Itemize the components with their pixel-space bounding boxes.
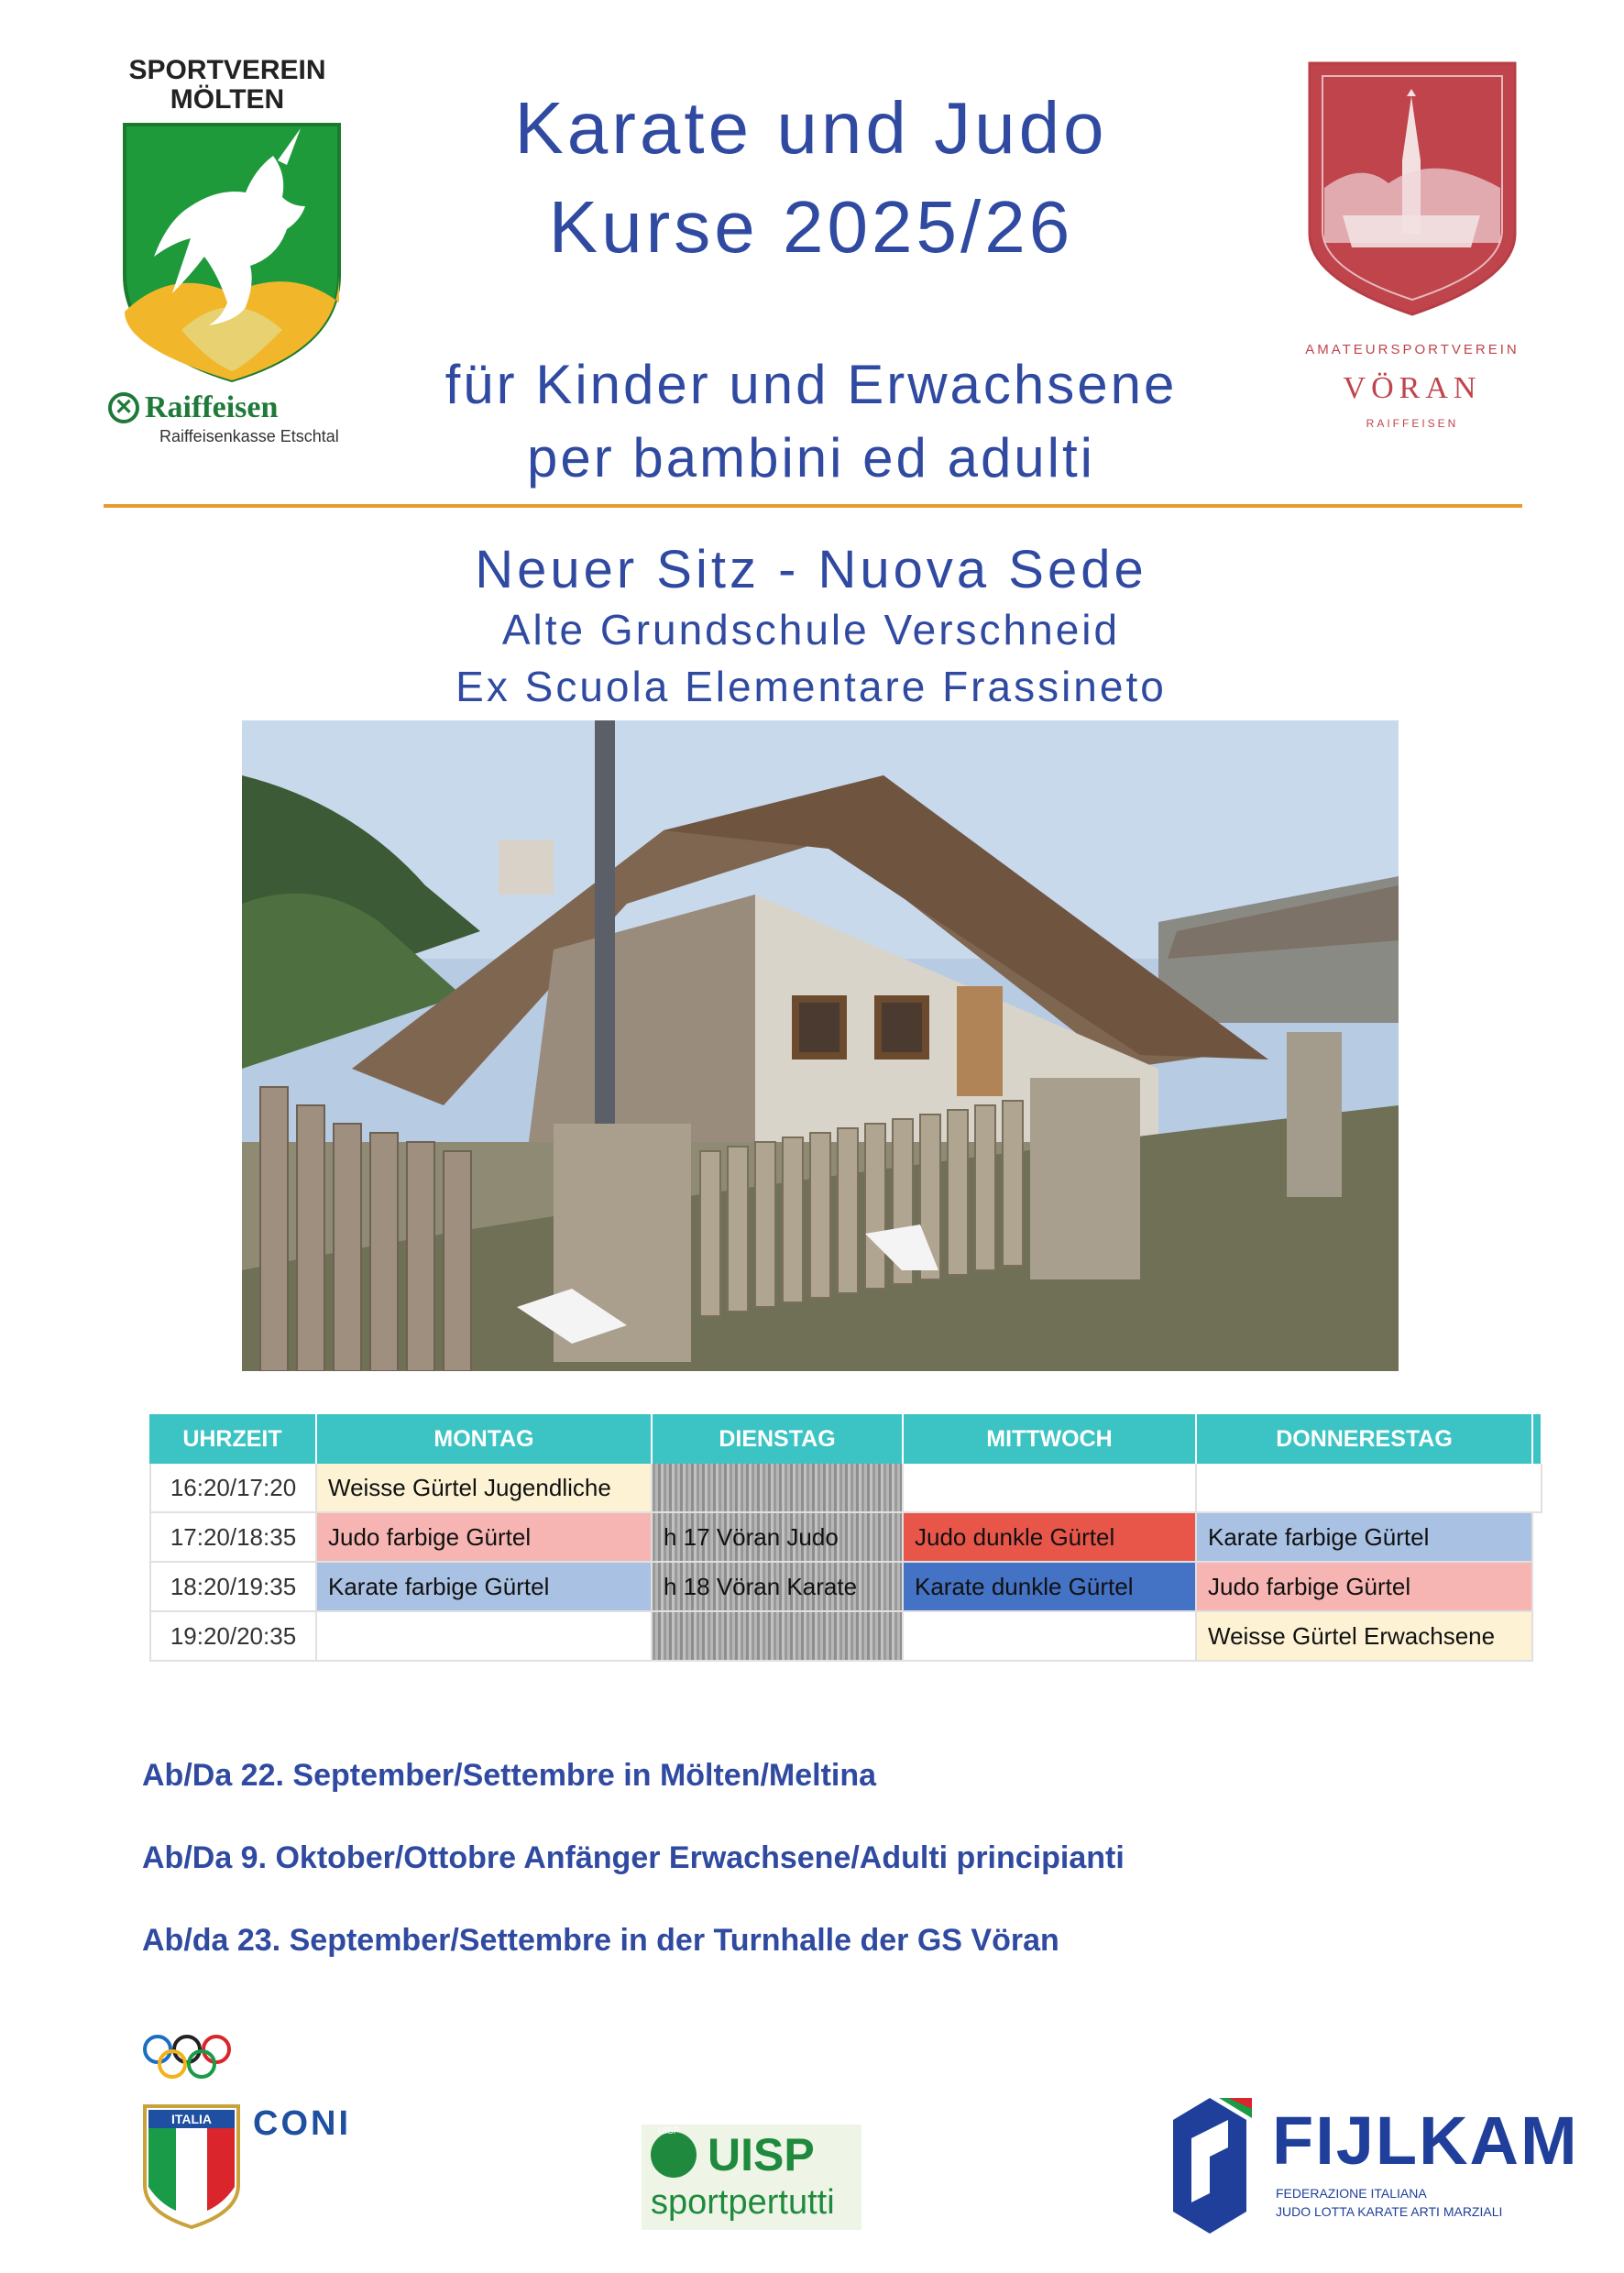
title-line1: Karate und Judo xyxy=(514,87,1108,169)
fijlkam-sub1: FEDERAZIONE ITALIANA xyxy=(1276,2186,1427,2201)
fijlkam-logo xyxy=(1164,2092,1579,2239)
row3-montag: Karate farbige Gürtel xyxy=(317,1563,653,1612)
header-montag: MONTAG xyxy=(317,1414,653,1464)
raiffeisen-cross-icon: ✕ xyxy=(108,392,139,423)
sportverein-moelten-logo xyxy=(108,53,374,456)
row2-time: 17:20/18:35 xyxy=(149,1513,317,1563)
orange-divider xyxy=(104,504,1522,508)
row2-dienstag: h 17 Vöran Judo xyxy=(653,1513,904,1563)
unicorn-shield-icon xyxy=(117,119,346,385)
venue-line1: Alte Grundschule Verschneid xyxy=(501,606,1121,653)
asv-line2: VÖRAN xyxy=(1343,371,1482,405)
header-dienstag: DIENSTAG xyxy=(653,1414,904,1464)
row3-time: 18:20/19:35 xyxy=(149,1563,317,1612)
info-line1: Ab/Da 22. September/Settembre in Mölten/Meltina xyxy=(142,1758,877,1793)
fijlkam-text: FIJLKAM xyxy=(1272,2103,1579,2179)
club-name-line1: SPORTVEREIN xyxy=(128,55,326,85)
info-line3: Ab/da 23. September/Settembre in der Turnhalle der GS Vöran xyxy=(142,1923,1059,1958)
row1-dienstag xyxy=(653,1464,904,1513)
coni-text: CONI xyxy=(253,2104,351,2143)
church-shield-icon xyxy=(1306,60,1519,318)
row4-donnerstag: Weisse Gürtel Erwachsene xyxy=(1197,1612,1533,1662)
uisp-text: UISP xyxy=(708,2129,815,2180)
header-uhrzeit: UHRZEIT xyxy=(149,1414,317,1464)
header-donnerstag: DONNERESTAG xyxy=(1197,1414,1533,1464)
info-line2: Ab/Da 9. Oktober/Ottobre Anfänger Erwachsene/Adulti principianti xyxy=(142,1840,1125,1875)
row3-dienstag: h 18 Vöran Karate xyxy=(653,1563,904,1612)
subtitle-line2: per bambini ed adulti xyxy=(526,427,1096,489)
uisp-sub-text: sportpertutti xyxy=(651,2183,835,2222)
header-mittwoch: MITTWOCH xyxy=(904,1414,1197,1464)
row3-mittwoch: Karate dunkle Gürtel xyxy=(904,1563,1197,1612)
subtitle-line1: für Kinder und Erwachsene xyxy=(444,354,1178,415)
school-building-photo xyxy=(242,720,1399,1371)
uisp-small-text: UISP xyxy=(658,2126,680,2136)
raiffeisen-name: Raiffeisen xyxy=(145,390,279,424)
uisp-ball-icon xyxy=(651,2132,697,2178)
italia-text: ITALIA xyxy=(170,2112,213,2126)
row3-donnerstag: Judo farbige Gürtel xyxy=(1197,1563,1533,1612)
fijlkam-emblem-icon xyxy=(1164,2092,1256,2239)
row2-donnerstag: Karate farbige Gürtel xyxy=(1197,1513,1533,1563)
coni-logo xyxy=(137,2033,394,2235)
venue-line2: Ex Scuola Elementare Frassineto xyxy=(455,663,1167,710)
row1-time: 16:20/17:20 xyxy=(149,1464,317,1513)
row4-dienstag xyxy=(653,1612,904,1662)
row2-mittwoch: Judo dunkle Gürtel xyxy=(904,1513,1197,1563)
venue-heading: Neuer Sitz - Nuova Sede xyxy=(475,540,1147,599)
asv-line3: RAIFFEISEN xyxy=(1366,417,1459,430)
row1-mittwoch xyxy=(904,1464,1197,1513)
header-extra xyxy=(1533,1414,1542,1464)
title-line2: Kurse 2025/26 xyxy=(548,186,1074,268)
row4-mittwoch xyxy=(904,1612,1197,1662)
uisp-logo xyxy=(642,2125,861,2230)
row4-time: 19:20/20:35 xyxy=(149,1612,317,1662)
row1-donnerstag xyxy=(1197,1464,1542,1513)
asv-line1: AMATEURSPORTVEREIN xyxy=(1305,342,1520,357)
fijlkam-sub2: JUDO LOTTA KARATE ARTI MARZIALI xyxy=(1276,2204,1503,2219)
club-name-line2: MÖLTEN xyxy=(170,84,285,115)
row2-montag: Judo farbige Gürtel xyxy=(317,1513,653,1563)
olympic-rings-icon xyxy=(141,2033,251,2084)
row1-montag: Weisse Gürtel Jugendliche xyxy=(317,1464,653,1513)
asv-voeran-logo xyxy=(1288,60,1544,445)
raiffeisen-sub: Raiffeisenkasse Etschtal xyxy=(159,427,339,445)
row4-montag xyxy=(317,1612,653,1662)
